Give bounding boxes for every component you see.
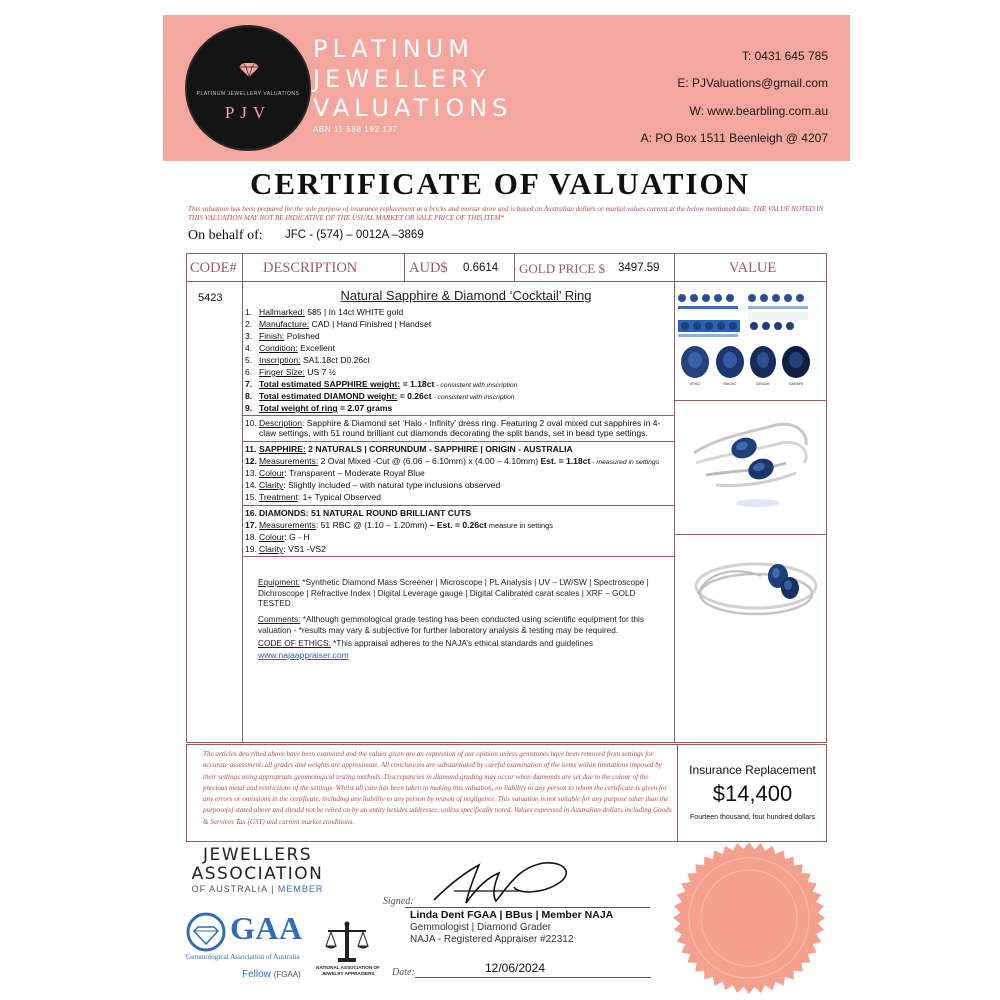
col-divider xyxy=(404,254,405,281)
row-text: Excellent xyxy=(297,343,335,353)
insurance-value-words: Fourteen thousand, four hundred dollars xyxy=(690,814,815,821)
row-label: Clarity xyxy=(259,480,284,490)
row-label: Total estimated SAPPHIRE weight: xyxy=(259,379,401,389)
row-number: 12. xyxy=(245,456,257,466)
image-divider xyxy=(675,534,827,535)
on-behalf-value: JFC - (574) – 0012A –3869 xyxy=(285,229,424,241)
row-label: Treatment xyxy=(259,492,298,502)
seal-icon xyxy=(670,839,828,997)
row-text: CAD | Hand Finished | Handset xyxy=(309,319,432,329)
row-text: DIAMONDS: 51 NATURAL ROUND BRILLIANT CUTS xyxy=(259,508,472,518)
comments-label: Comments: xyxy=(258,614,301,624)
chart-label-grade: GRADE xyxy=(755,381,771,386)
contact-email[interactable]: E: PJValuations@gmail.com xyxy=(677,76,828,90)
signer-name: Linda Dent FGAA | BBus | Member NAJA xyxy=(410,909,614,921)
contact-phone: T: 0431 645 785 xyxy=(741,49,828,63)
row-note: - consistent with inscription xyxy=(434,382,518,389)
row-label: Total estimated DIAMOND weight: xyxy=(259,391,398,401)
gaa-fellow xyxy=(242,969,301,980)
row-number: 13. xyxy=(245,468,257,478)
ja-logo-country: OF AUSTRALIA | xyxy=(191,884,278,894)
signer-registration: NAJA - Registered Appraiser #22312 xyxy=(410,934,574,945)
contact-address: A: PO Box 1511 Beenleigh @ 4207 xyxy=(640,131,828,145)
row-note: - consistent with inscription xyxy=(431,394,515,401)
ethics-note xyxy=(258,638,668,649)
row-number: 11. xyxy=(245,444,257,454)
ring-side-view-image xyxy=(676,536,827,666)
row-text: : Slightly included – with natural type inclusions observed xyxy=(283,480,501,490)
row-label: Colour xyxy=(259,532,285,542)
row-label: Inscription: xyxy=(259,355,301,365)
comments-text: *Although gemmological grade testing has been conducted using scientific equipment for this valuation - *results may vary & subjective for further laboratory analysis & testing may be required. xyxy=(258,614,645,635)
gem-icon xyxy=(239,63,259,77)
row-note: - measured in settings xyxy=(590,459,660,466)
row-number: 16. xyxy=(245,508,257,518)
date-label: Date: xyxy=(392,967,415,978)
contact-website[interactable]: W: www.bearbling.com.au xyxy=(689,104,828,118)
signer-title: Gemmologist | Diamond Grader xyxy=(410,922,551,933)
code-header: CODE# xyxy=(190,260,237,276)
row-label: Hallmarked: xyxy=(259,307,305,317)
ethics-label: CODE OF ETHICS: xyxy=(258,638,331,648)
ja-logo-member: MEMBER xyxy=(277,884,324,894)
naja-website-link[interactable]: www.najaappraiser.com xyxy=(258,650,349,660)
on-behalf-label: On behalf of: xyxy=(188,228,263,243)
gaa-logo-text: GAA xyxy=(230,910,303,946)
item-title: Natural Sapphire & Diamond ‘Cocktail’ Ring xyxy=(340,288,592,303)
brand-line-1: PLATINUM xyxy=(313,35,474,63)
row-text: Polished xyxy=(284,331,320,341)
abn-number: ABN 11 588 192 137 xyxy=(313,125,398,134)
row-label: Measurements xyxy=(259,520,316,530)
item-code: 5423 xyxy=(198,292,223,304)
row-text: SA1.18ct D0.26ct xyxy=(300,355,370,365)
row-number: 6. xyxy=(245,367,253,377)
chart-label-magic: MAGIC xyxy=(723,381,737,386)
gaa-diamond-icon xyxy=(186,912,226,952)
valuation-table xyxy=(186,253,827,743)
section-divider xyxy=(242,556,674,557)
row-label: Colour xyxy=(259,468,285,478)
aud-value: 0.6614 xyxy=(463,262,499,274)
brand-line-2: JEWELLERY xyxy=(313,65,491,93)
row-text: = 1.18ct xyxy=(400,379,435,389)
signature-line xyxy=(405,907,650,908)
row-text: US 7 ½ xyxy=(304,367,336,377)
signature-mark xyxy=(424,855,594,910)
logo-initials: PJV xyxy=(224,103,272,122)
brand-line-3: VALUATIONS xyxy=(313,94,513,122)
row-text: = 0.26ct xyxy=(397,391,432,401)
row-number: 3. xyxy=(245,331,253,341)
col-divider xyxy=(674,254,675,743)
row-text: : Sapphire & Diamond set ‘Halo - Infinity’ dress ring. Featuring 2 oval mixed cut sapphires in 4-claw settings, with 51 round brilliant cut diamonds decorating the split bands, set in bead type settings. xyxy=(259,418,661,438)
row-label: Manufacture: xyxy=(259,319,310,329)
gaa-fellow-abbr: (FGAA) xyxy=(273,970,301,979)
row-number: 1. xyxy=(245,307,253,317)
row-estimate: Est. = 1.18ct xyxy=(538,456,591,466)
date-value: 12/06/2024 xyxy=(484,961,546,975)
row-number: 19. xyxy=(245,544,257,554)
gaa-fellow-label: Fellow xyxy=(242,969,274,980)
row-number: 8. xyxy=(245,391,253,401)
ja-logo-line-3 xyxy=(190,884,325,894)
equipment-label: Equipment: xyxy=(258,577,300,587)
row-text: 2 Oval Mixed -Cut @ (6.06 – 6.10mm) x (4.00 – 4.10mm) xyxy=(318,456,539,466)
page-title: CERTIFICATE OF VALUATION xyxy=(250,166,750,201)
row-label: Finish: xyxy=(259,331,285,341)
date-line xyxy=(415,977,651,978)
row-label: Clarity xyxy=(259,544,284,554)
ethics-text: *This appraisal adheres to the NAJA’s ethical standards and guidelines xyxy=(330,638,593,648)
col-divider xyxy=(242,254,243,743)
equipment-note xyxy=(258,577,668,609)
section-divider xyxy=(242,441,674,442)
section-divider xyxy=(242,415,674,416)
gaa-subtitle: Gemmological Association of Australia xyxy=(186,953,300,961)
gold-price-header: GOLD PRICE $ xyxy=(519,261,605,276)
row-number: 15. xyxy=(245,492,257,502)
ring-top-view-image xyxy=(676,403,827,533)
insurance-label: Insurance Replacement xyxy=(689,763,816,777)
row-text: 2 NATURALS | CORRUNDUM - SAPPHIRE | ORIGIN - AUSTRALIA xyxy=(305,444,573,454)
value-header: VALUE xyxy=(729,260,777,276)
row-text: : Transparent – Moderate Royal Blue xyxy=(284,468,425,478)
description-header: DESCRIPTION xyxy=(263,260,358,276)
row-number: 18. xyxy=(245,532,257,542)
scales-icon xyxy=(322,920,372,964)
image-divider xyxy=(675,400,827,401)
ja-logo-line-2: ASSOCIATION xyxy=(191,864,324,884)
row-number: 2. xyxy=(245,319,253,329)
row-text: : G - H xyxy=(284,532,310,542)
row-number: 5. xyxy=(245,355,253,365)
row-estimate: – Est. = 0.26ct xyxy=(427,520,487,530)
gold-price-value: 3497.59 xyxy=(618,262,660,274)
row-label: SAPPHIRE: xyxy=(259,444,306,454)
row-text: 585 | In 14ct WHITE gold xyxy=(304,307,404,317)
row-text: : 1+ Typical Observed xyxy=(297,492,382,502)
row-number: 17. xyxy=(245,520,257,530)
logo-ring-text: PLATINUM JEWELLERY VALUATIONS xyxy=(196,91,300,97)
row-text: = 2.07 grams xyxy=(337,403,393,413)
row-text: : VS1 -VS2 xyxy=(283,544,326,554)
section-divider xyxy=(242,505,674,506)
signed-label: Signed: xyxy=(383,896,414,907)
chart-label-vivid: VIVID xyxy=(689,381,701,386)
aud-header: AUD$ xyxy=(409,260,448,276)
pjv-logo xyxy=(185,25,311,151)
sapphire-colour-chart-image xyxy=(676,282,827,400)
insurance-value: $14,400 xyxy=(712,781,793,806)
row-number: 14. xyxy=(245,480,257,490)
row-number: 4. xyxy=(245,343,253,353)
row-number: 10. xyxy=(245,418,257,428)
row-number: 9. xyxy=(245,403,253,413)
col-divider xyxy=(514,254,515,281)
row-number: 7. xyxy=(245,379,253,389)
comments-note xyxy=(258,614,668,635)
header-banner xyxy=(163,15,850,161)
row-label: Finger Size: xyxy=(259,367,305,377)
valuation-disclaimer: This valuation has been prepared for the sole purpose of insurance replacement at a bricks and mortar store and is based on Australian dollars or market values current at the below mentioned date. THE VALUE NOTED IN THIS VALUATION MAY NOT BE INDICATIVE OF THE USUAL MARKET OR SALE PRICE OF THIS ITEM* xyxy=(188,205,824,222)
naja-logo-text: NATIONAL ASSOCIATION OF JEWELRY APPRAISERS xyxy=(316,965,380,976)
chart-label-safari: SAFARI xyxy=(788,381,804,386)
row-label: Measurements: xyxy=(259,456,319,466)
row-label: Total weight of ring xyxy=(259,403,338,413)
ja-logo-line-1: JEWELLERS xyxy=(202,845,313,865)
footer-box xyxy=(186,744,827,842)
row-label: Condition: xyxy=(259,343,298,353)
row-label: Description xyxy=(259,418,302,428)
footer-disclaimer: The articles described above have been examined and the values given are an expression of our opinion unless gemstones have been removed from settings for accurate assessment, all grades and weights are approximate. All conclusions are substantiated by careful examination of the items within limitations imposed by their settings using appropriate gemmological testing methods. Discrepancies in diamond grading may occur when diamonds are set due to the colour of the precious metal and restrictions of the settings. Whilst all care has been taken in making this valuation, no liability to any person to whom the certificate is given for any errors or omissions in the certificate, including any liability to any person by reason of negligence. This valuation is not suitable for any purpose other than the purpose(s) stated above and should not be relied on by an entity besides addressee, unless specifically noted. Values expressed in Australian dollars including Goods & Services Tax (GST) and current market conditions. xyxy=(203,750,672,826)
row-text: : 51 RBC @ (1.10 – 1.20mm) xyxy=(315,520,428,530)
equipment-text: *Synthetic Diamond Mass Screener | Microscope | PL Analysis | UV – LW/SW | Spectroscope | Dichroscope | Refractive Index | Digital Leverage gauge | Digital Calibrated carat scales | XRF – GOLD TESTED xyxy=(258,577,649,608)
row-note: measure in settings xyxy=(486,521,553,530)
